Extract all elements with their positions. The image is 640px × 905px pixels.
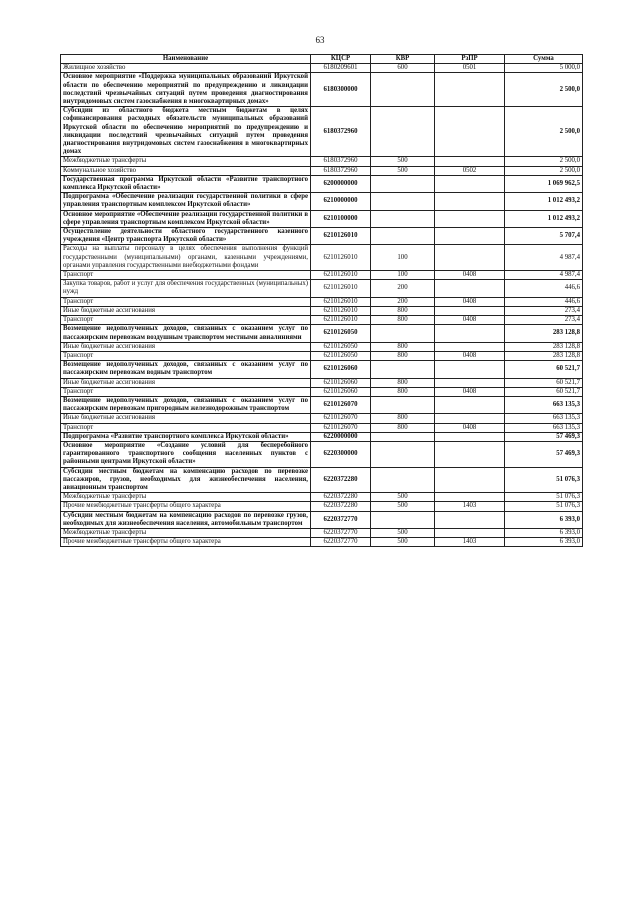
cell-kvr: 800	[371, 423, 435, 432]
cell-kcsr: 6210126010	[311, 245, 371, 271]
cell-kcsr: 6220372280	[311, 493, 371, 502]
cell-kvr	[371, 467, 435, 493]
cell-rzpr: 0408	[435, 387, 505, 396]
cell-rzpr	[435, 396, 505, 413]
cell-sum: 2 500,0	[505, 166, 583, 175]
table-row	[61, 432, 583, 441]
table-row	[61, 361, 583, 378]
cell-kvr: 800	[371, 342, 435, 351]
cell-name: Основное мероприятие «Создание условий для бесперебойного гарантированного транспортного сообщения населенных пунктов с районными центрами Иркутской области»	[61, 441, 311, 467]
cell-sum: 60 521,7	[505, 361, 583, 378]
cell-name: Осуществление деятельности областного государственного казенного учреждения «Центр транспорта Иркутской области»	[61, 228, 311, 245]
cell-sum: 283 128,8	[505, 351, 583, 360]
cell-sum: 2 500,0	[505, 107, 583, 157]
cell-sum: 663 135,3	[505, 396, 583, 413]
cell-rzpr	[435, 528, 505, 537]
cell-rzpr	[435, 157, 505, 166]
cell-name: Транспорт	[61, 387, 311, 396]
cell-sum: 283 128,8	[505, 342, 583, 351]
cell-kvr: 500	[371, 493, 435, 502]
cell-kvr: 500	[371, 502, 435, 511]
cell-kcsr: 6210126060	[311, 378, 371, 387]
cell-sum: 283 128,8	[505, 325, 583, 342]
cell-sum: 446,6	[505, 280, 583, 297]
table-row	[61, 210, 583, 227]
cell-kcsr: 6210126010	[311, 316, 371, 325]
cell-name: Подпрограмма «Обеспечение реализации государственной политики в сфере управления транспортным комплексом Иркутской области»	[61, 193, 311, 210]
table-row	[61, 228, 583, 245]
cell-name: Иные бюджетные ассигнования	[61, 378, 311, 387]
cell-kvr	[371, 511, 435, 528]
table-row	[61, 493, 583, 502]
cell-kcsr: 6220372280	[311, 502, 371, 511]
cell-kcsr: 6210126010	[311, 280, 371, 297]
table-row	[61, 528, 583, 537]
cell-sum: 5 000,0	[505, 64, 583, 73]
cell-kcsr: 6180372960	[311, 157, 371, 166]
cell-kvr: 800	[371, 316, 435, 325]
cell-kvr: 200	[371, 297, 435, 306]
cell-sum: 51 076,3	[505, 493, 583, 502]
cell-name: Коммунальное хозяйство	[61, 166, 311, 175]
cell-sum: 57 469,3	[505, 441, 583, 467]
cell-rzpr	[435, 228, 505, 245]
cell-name: Подпрограмма «Развитие транспортного комплекса Иркутской области»	[61, 432, 311, 441]
table-row	[61, 193, 583, 210]
table-row	[61, 502, 583, 511]
cell-kcsr: 6210126050	[311, 351, 371, 360]
cell-kvr	[371, 432, 435, 441]
header-sum: Сумма	[505, 55, 583, 64]
table-row	[61, 306, 583, 315]
cell-sum: 1 012 493,2	[505, 210, 583, 227]
cell-kcsr: 6210126010	[311, 228, 371, 245]
table-row	[61, 538, 583, 547]
cell-kvr: 200	[371, 280, 435, 297]
cell-kvr	[371, 361, 435, 378]
cell-sum: 4 987,4	[505, 271, 583, 280]
cell-kvr: 800	[371, 387, 435, 396]
cell-rzpr	[435, 325, 505, 342]
table-row	[61, 297, 583, 306]
cell-kcsr: 6220372280	[311, 467, 371, 493]
cell-rzpr: 0501	[435, 64, 505, 73]
cell-kcsr: 6220372770	[311, 538, 371, 547]
cell-name: Транспорт	[61, 297, 311, 306]
cell-kcsr: 6220000000	[311, 432, 371, 441]
cell-kvr: 100	[371, 271, 435, 280]
cell-rzpr	[435, 280, 505, 297]
cell-kcsr: 6210126070	[311, 423, 371, 432]
cell-name: Иные бюджетные ассигнования	[61, 306, 311, 315]
cell-rzpr: 0408	[435, 297, 505, 306]
cell-sum: 273,4	[505, 306, 583, 315]
cell-rzpr: 1403	[435, 502, 505, 511]
table-row	[61, 351, 583, 360]
cell-kcsr: 6210126010	[311, 297, 371, 306]
table-row	[61, 73, 583, 107]
cell-name: Межбюджетные трансферты	[61, 157, 311, 166]
cell-kcsr: 6220372770	[311, 528, 371, 537]
cell-rzpr: 1403	[435, 538, 505, 547]
header-kcsr: КЦСР	[311, 55, 371, 64]
cell-kcsr: 6210126050	[311, 342, 371, 351]
table-row	[61, 280, 583, 297]
cell-kcsr: 6210126060	[311, 387, 371, 396]
table-row	[61, 441, 583, 467]
cell-rzpr	[435, 306, 505, 315]
table-row	[61, 175, 583, 192]
cell-name: Межбюджетные трансферты	[61, 493, 311, 502]
cell-sum: 2 500,0	[505, 157, 583, 166]
cell-name: Прочие межбюджетные трансферты общего характера	[61, 538, 311, 547]
cell-kcsr: 6180372960	[311, 166, 371, 175]
cell-name: Субсидии местным бюджетам на компенсацию расходов по перевозке пассажиров, грузов, необходимых для жизнеобеспечения населения, авиационным транспортом	[61, 467, 311, 493]
cell-name: Транспорт	[61, 423, 311, 432]
cell-name: Прочие межбюджетные трансферты общего характера	[61, 502, 311, 511]
cell-name: Иные бюджетные ассигнования	[61, 414, 311, 423]
cell-kvr: 800	[371, 414, 435, 423]
table-row	[61, 166, 583, 175]
cell-kcsr: 6210100000	[311, 210, 371, 227]
cell-sum: 5 707,4	[505, 228, 583, 245]
cell-name: Субсидии из областного бюджета местным бюджетам в целях софинансирования расходных обязательств муниципальных образований Иркутской области по обеспечению мероприятий по предупреждению и ликвидации последствий чрезвычайных ситуаций путем проведения диагностирования внутридомовых систем газоснабжения в многоквартирных домах	[61, 107, 311, 157]
cell-kvr: 500	[371, 528, 435, 537]
header-rzpr: РзПР	[435, 55, 505, 64]
table-row	[61, 271, 583, 280]
cell-sum: 273,4	[505, 316, 583, 325]
cell-sum: 57 469,3	[505, 432, 583, 441]
cell-name: Государственная программа Иркутской области «Развитие транспортного комплекса Иркутской области»	[61, 175, 311, 192]
cell-name: Возмещение недополученных доходов, связанных с оказанием услуг по пассажирским перевозкам водным транспортом	[61, 361, 311, 378]
cell-rzpr: 0408	[435, 351, 505, 360]
cell-sum: 4 987,4	[505, 245, 583, 271]
cell-kvr: 600	[371, 64, 435, 73]
cell-rzpr	[435, 210, 505, 227]
cell-kvr: 500	[371, 166, 435, 175]
cell-name: Возмещение недополученных доходов, связанных с оказанием услуг по пассажирским перевозкам пригородным железнодорожным транспортом	[61, 396, 311, 413]
table-row	[61, 64, 583, 73]
cell-name: Основное мероприятие «Обеспечение реализации государственной политики в сфере управления транспортным комплексом Иркутской области»	[61, 210, 311, 227]
cell-sum: 1 012 493,2	[505, 193, 583, 210]
cell-kvr: 500	[371, 157, 435, 166]
table-row	[61, 387, 583, 396]
cell-sum: 663 135,3	[505, 414, 583, 423]
cell-kvr: 100	[371, 245, 435, 271]
cell-kcsr: 6210126010	[311, 271, 371, 280]
cell-kvr	[371, 325, 435, 342]
table-row	[61, 378, 583, 387]
cell-kvr	[371, 73, 435, 107]
cell-kcsr: 6180300000	[311, 73, 371, 107]
cell-kvr	[371, 441, 435, 467]
cell-rzpr	[435, 441, 505, 467]
cell-rzpr	[435, 107, 505, 157]
table-row	[61, 245, 583, 271]
cell-sum: 1 069 962,5	[505, 175, 583, 192]
cell-kcsr: 6210000000	[311, 193, 371, 210]
cell-sum: 60 521,7	[505, 378, 583, 387]
cell-sum: 6 393,0	[505, 528, 583, 537]
cell-kvr	[371, 175, 435, 192]
cell-rzpr	[435, 511, 505, 528]
cell-sum: 51 076,3	[505, 467, 583, 493]
cell-rzpr	[435, 361, 505, 378]
cell-name: Транспорт	[61, 271, 311, 280]
cell-kcsr: 6210126070	[311, 414, 371, 423]
cell-kvr	[371, 193, 435, 210]
cell-rzpr	[435, 193, 505, 210]
cell-kcsr: 6200000000	[311, 175, 371, 192]
cell-name: Межбюджетные трансферты	[61, 528, 311, 537]
cell-sum: 6 393,0	[505, 538, 583, 547]
cell-kcsr: 6220372770	[311, 511, 371, 528]
table-header-row	[61, 55, 583, 64]
table-row	[61, 325, 583, 342]
header-kvr: КВР	[371, 55, 435, 64]
cell-rzpr	[435, 73, 505, 107]
cell-name: Закупка товаров, работ и услуг для обеспечения государственных (муниципальных) нужд	[61, 280, 311, 297]
cell-name: Возмещение недополученных доходов, связанных с оказанием услуг по пассажирским перевозкам воздушным транспортом местными авиалиниями	[61, 325, 311, 342]
cell-name: Расходы на выплаты персоналу в целях обеспечения выполнения функций государственными (муниципальными) органами, казенными учреждениями, органами управления государственными внебюджетными фондами	[61, 245, 311, 271]
cell-kvr: 800	[371, 378, 435, 387]
cell-kcsr: 6220300000	[311, 441, 371, 467]
table-row	[61, 423, 583, 432]
cell-rzpr: 0408	[435, 423, 505, 432]
cell-name: Транспорт	[61, 351, 311, 360]
cell-sum: 663 135,3	[505, 423, 583, 432]
cell-kvr: 800	[371, 351, 435, 360]
cell-sum: 446,6	[505, 297, 583, 306]
cell-rzpr	[435, 245, 505, 271]
cell-sum: 51 076,3	[505, 502, 583, 511]
table-row	[61, 511, 583, 528]
table-row	[61, 414, 583, 423]
table-row	[61, 316, 583, 325]
table-body	[61, 64, 583, 547]
cell-name: Иные бюджетные ассигнования	[61, 342, 311, 351]
table-row	[61, 342, 583, 351]
table-row	[61, 396, 583, 413]
cell-kcsr: 6180209601	[311, 64, 371, 73]
cell-kcsr: 6210126050	[311, 325, 371, 342]
cell-rzpr: 0502	[435, 166, 505, 175]
cell-rzpr	[435, 414, 505, 423]
budget-table	[60, 54, 583, 547]
table-row	[61, 107, 583, 157]
cell-rzpr	[435, 432, 505, 441]
cell-name: Основное мероприятие «Поддержка муниципальных образований Иркутской области по обеспечению мероприятий по предупреждению и ликвидации последствий чрезвычайных ситуаций путем проведения диагностирования внутридомовых систем газоснабжения в многоквартирных домах»	[61, 73, 311, 107]
cell-rzpr	[435, 493, 505, 502]
cell-rzpr: 0408	[435, 271, 505, 280]
cell-kcsr: 6210126060	[311, 361, 371, 378]
cell-rzpr	[435, 342, 505, 351]
cell-kcsr: 6210126070	[311, 396, 371, 413]
cell-name: Жилищное хозяйство	[61, 64, 311, 73]
cell-sum: 6 393,0	[505, 511, 583, 528]
cell-rzpr	[435, 175, 505, 192]
cell-kcsr: 6210126010	[311, 306, 371, 315]
cell-kcsr: 6180372960	[311, 107, 371, 157]
cell-kvr	[371, 210, 435, 227]
cell-rzpr: 0408	[435, 316, 505, 325]
cell-kvr: 800	[371, 306, 435, 315]
cell-kvr	[371, 396, 435, 413]
cell-kvr	[371, 228, 435, 245]
cell-kvr: 500	[371, 538, 435, 547]
cell-rzpr	[435, 378, 505, 387]
page-number: 63	[315, 35, 325, 45]
cell-rzpr	[435, 467, 505, 493]
table-row	[61, 157, 583, 166]
cell-kvr	[371, 107, 435, 157]
cell-name: Субсидии местным бюджетам на компенсацию расходов по перевозке грузов, необходимых для жизнеобеспечения населения, автомобильным транспортом	[61, 511, 311, 528]
table-row	[61, 467, 583, 493]
cell-sum: 60 521,7	[505, 387, 583, 396]
cell-name: Транспорт	[61, 316, 311, 325]
header-name: Наименование	[61, 55, 311, 64]
cell-sum: 2 500,0	[505, 73, 583, 107]
